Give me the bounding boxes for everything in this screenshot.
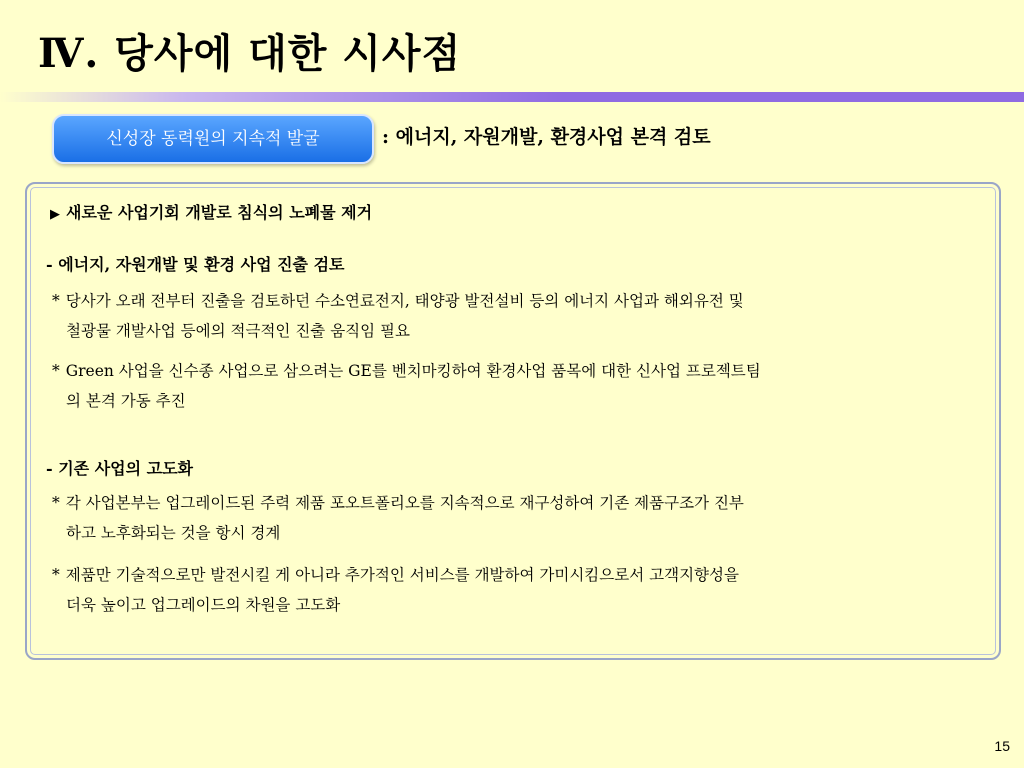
list-item-text: Green 사업을 신수종 사업으로 삼으려는 GE를 벤치마킹하여 환경사업 품목에 대한 신사업 프로젝트팀: [65, 362, 761, 380]
topic-badge: 신성장 동력원의 지속적 발굴: [52, 114, 374, 164]
list-item-text: 하고 노후화되는 것을 항시 경계: [66, 524, 281, 542]
list-item-text: 철광물 개발사업 등에의 적극적인 진출 움직임 필요: [66, 322, 410, 340]
list-item-text: 당사가 오래 전부터 진출을 검토하던 수소연료전지, 태양광 발전설비 등의 에너지 사업과 해외유전 및: [65, 292, 744, 310]
list-item-text: 각 사업본부는 업그레이드된 주력 제품 포오트폴리오를 지속적으로 재구성하여 기존 제품구조가 진부: [65, 494, 744, 512]
list-item: [52, 286, 992, 346]
list-item: [52, 488, 992, 548]
section-title: - 기존 사업의 고도화: [46, 459, 193, 478]
panel-heading: [50, 200, 372, 223]
bullet-marker: *: [52, 494, 60, 512]
list-item-text: 더욱 높이고 업그레이드의 차원을 고도화: [66, 596, 341, 614]
bullet-marker: *: [52, 362, 60, 380]
list-item-text: 의 본격 가동 추진: [66, 392, 186, 410]
topic-subtitle: : 에너지, 자원개발, 환경사업 본격 검토: [382, 126, 711, 148]
list-item: [52, 560, 992, 620]
slide-title: Ⅳ. 당사에 대한 시사점: [38, 30, 462, 77]
page-number: 15: [994, 738, 1010, 754]
panel-heading-text: 새로운 사업기회 개발로 침식의 노폐물 제거: [66, 203, 373, 222]
bullet-marker: *: [52, 292, 60, 310]
list-item-text: 제품만 기술적으로만 발전시킬 게 아니라 추가적인 서비스를 개발하여 가미시킴으로서 고객지향성을: [65, 566, 739, 584]
list-item: [52, 356, 992, 416]
bullet-marker: *: [52, 566, 60, 584]
section-title: - 에너지, 자원개발 및 환경 사업 진출 검토: [46, 255, 345, 274]
triangle-right-icon: ▶: [50, 207, 60, 222]
title-divider: [0, 92, 1024, 102]
